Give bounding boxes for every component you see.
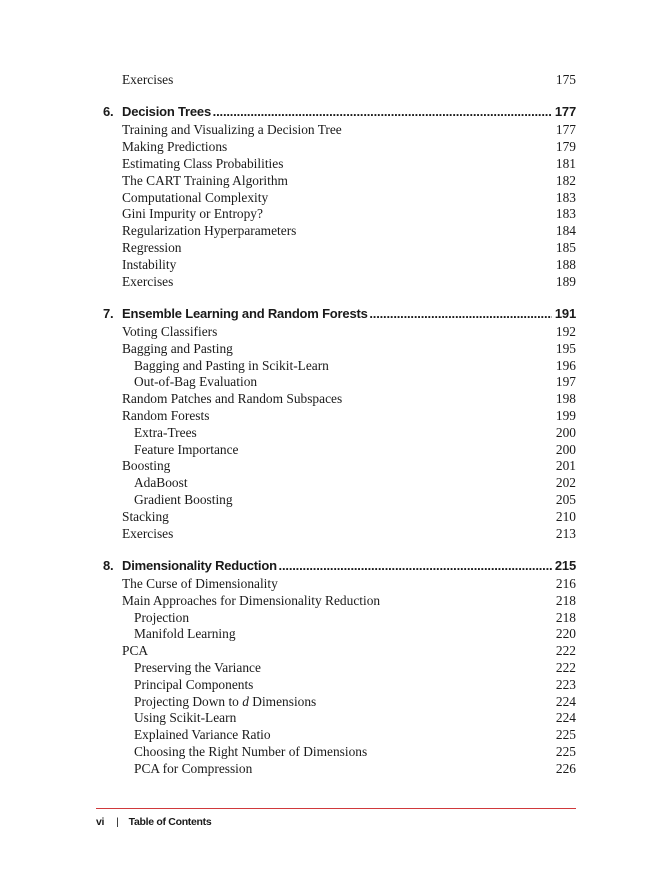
toc-entry-page: 201 bbox=[555, 458, 576, 473]
toc-entry[interactable] bbox=[0, 155, 672, 172]
toc-entry[interactable] bbox=[0, 340, 672, 357]
toc-entry-exercises-ch5[interactable] bbox=[0, 71, 672, 88]
toc-entry-page: 200 bbox=[555, 442, 576, 457]
toc-entry-page: 216 bbox=[555, 576, 576, 591]
toc-entry-page: 175 bbox=[555, 72, 576, 87]
chapter-6-heading[interactable] bbox=[0, 103, 672, 121]
toc-entry-title: Voting Classifiers bbox=[122, 324, 218, 339]
toc-entry[interactable] bbox=[0, 138, 672, 155]
toc-entry-title: Bagging and Pasting in Scikit-Learn bbox=[134, 358, 329, 373]
toc-entry[interactable] bbox=[0, 222, 672, 239]
chapter-8-heading[interactable] bbox=[0, 557, 672, 575]
toc-entry-title: Feature Importance bbox=[134, 442, 239, 457]
toc-subentry[interactable] bbox=[0, 693, 672, 710]
toc-subentry[interactable] bbox=[0, 659, 672, 676]
toc-entry-title: Estimating Class Probabilities bbox=[122, 156, 284, 171]
toc-entry-title: The Curse of Dimensionality bbox=[122, 576, 278, 591]
toc-entry[interactable] bbox=[0, 390, 672, 407]
footer-page-number: vi bbox=[96, 816, 105, 828]
toc-entry-title: Gini Impurity or Entropy? bbox=[122, 206, 263, 221]
toc-entry[interactable] bbox=[0, 172, 672, 189]
toc-entry[interactable] bbox=[0, 508, 672, 525]
toc-entry-page: 192 bbox=[555, 324, 576, 339]
toc-entry-page: 195 bbox=[555, 341, 576, 356]
toc-subentry[interactable] bbox=[0, 726, 672, 743]
toc-entry-title: Stacking bbox=[122, 509, 169, 524]
toc-entry-title: Choosing the Right Number of Dimensions bbox=[134, 744, 368, 759]
toc-entry-page: 177 bbox=[555, 122, 576, 137]
toc-entry-page: 199 bbox=[555, 408, 576, 423]
toc-entry-title: Projecting Down to d Dimensions bbox=[134, 694, 317, 709]
page-footer bbox=[96, 815, 211, 829]
toc-entry-page: 200 bbox=[555, 425, 576, 440]
toc-entry-title: Projection bbox=[134, 610, 190, 625]
toc-entry-page: 182 bbox=[555, 173, 576, 188]
toc-subentry[interactable] bbox=[0, 357, 672, 374]
toc-entry-title: Boosting bbox=[122, 458, 171, 473]
toc-entry[interactable] bbox=[0, 407, 672, 424]
chapter-title: Decision Trees . . . bbox=[122, 103, 552, 121]
toc-entry[interactable] bbox=[0, 205, 672, 222]
chapter-page: 177 bbox=[554, 104, 576, 119]
toc-entry-title: Explained Variance Ratio bbox=[134, 727, 271, 742]
toc-entry-page: 185 bbox=[555, 240, 576, 255]
toc-entry-title: Random Forests bbox=[122, 408, 210, 423]
toc-entry-title: Making Predictions bbox=[122, 139, 228, 154]
toc-entry-title: Exercises bbox=[122, 526, 174, 541]
toc-entry-page: 196 bbox=[555, 358, 576, 373]
toc-entry-page: 184 bbox=[555, 223, 576, 238]
toc-entry-page: 188 bbox=[555, 257, 576, 272]
toc-entry-title: Random Patches and Random Subspaces bbox=[122, 391, 343, 406]
toc-entry[interactable] bbox=[0, 121, 672, 138]
footer-section-title: Table of Contents bbox=[128, 816, 212, 828]
toc-entry[interactable] bbox=[0, 575, 672, 592]
toc-entry-title: Regularization Hyperparameters bbox=[122, 223, 297, 238]
toc-entry-title: Using Scikit-Learn bbox=[134, 710, 237, 725]
toc-entry-title: AdaBoost bbox=[134, 475, 188, 490]
toc-entry[interactable] bbox=[0, 592, 672, 609]
chapter-number: 7. bbox=[103, 306, 114, 321]
toc-entry-title: PCA for Compression bbox=[134, 761, 253, 776]
toc-entry-title: Bagging and Pasting bbox=[122, 341, 233, 356]
toc-entry-title: The CART Training Algorithm bbox=[122, 173, 288, 188]
toc-entry-page: 202 bbox=[555, 475, 576, 490]
toc-entry-page: 218 bbox=[555, 610, 576, 625]
footer-divider bbox=[96, 808, 576, 809]
chapter-title: Dimensionality Reduction . . . bbox=[122, 557, 552, 575]
toc-entry-page: 197 bbox=[555, 374, 576, 389]
toc-entry-title: Manifold Learning bbox=[134, 626, 236, 641]
toc-entry-page: 210 bbox=[555, 509, 576, 524]
toc-entry-page: 222 bbox=[555, 643, 576, 658]
toc-entry-title: Instability bbox=[122, 257, 177, 272]
toc-entry-page: 179 bbox=[555, 139, 576, 154]
toc-entry-page: 225 bbox=[555, 727, 576, 742]
toc-entry-page: 225 bbox=[555, 744, 576, 759]
toc-entry[interactable] bbox=[0, 457, 672, 474]
toc-entry[interactable] bbox=[0, 256, 672, 273]
toc-entry-title: Exercises bbox=[122, 72, 174, 87]
toc-entry[interactable] bbox=[0, 323, 672, 340]
toc-entry-title: Gradient Boosting bbox=[134, 492, 233, 507]
toc-subentry[interactable] bbox=[0, 709, 672, 726]
toc-entry-title: Preserving the Variance bbox=[134, 660, 261, 675]
toc-entry[interactable] bbox=[0, 273, 672, 290]
chapter-title: Ensemble Learning and Random Forests . . . bbox=[122, 305, 552, 323]
toc-entry-page: 189 bbox=[555, 274, 576, 289]
toc-entry-title: Exercises bbox=[122, 274, 174, 289]
toc-entry-page: 205 bbox=[555, 492, 576, 507]
chapter-7-heading[interactable] bbox=[0, 305, 672, 323]
toc-entry-title: Main Approaches for Dimensionality Reduction bbox=[122, 593, 381, 608]
toc-entry[interactable] bbox=[0, 525, 672, 542]
toc-entry-page: 224 bbox=[555, 710, 576, 725]
toc-entry-page: 220 bbox=[555, 626, 576, 641]
toc-entry-title: Extra-Trees bbox=[134, 425, 197, 440]
toc-subentry[interactable] bbox=[0, 609, 672, 626]
toc-entry-page: 181 bbox=[555, 156, 576, 171]
toc-entry-page: 213 bbox=[555, 526, 576, 541]
toc-subentry[interactable] bbox=[0, 625, 672, 642]
toc-subentry[interactable] bbox=[0, 760, 672, 777]
chapter-page: 215 bbox=[554, 558, 576, 573]
toc-entry-title: Out-of-Bag Evaluation bbox=[134, 374, 258, 389]
chapter-number: 8. bbox=[103, 558, 114, 573]
toc-entry-page: 224 bbox=[555, 694, 576, 709]
toc-entry-page: 183 bbox=[555, 206, 576, 221]
toc-entry-title: Regression bbox=[122, 240, 182, 255]
toc-subentry[interactable] bbox=[0, 373, 672, 390]
toc-entry-page: 183 bbox=[555, 190, 576, 205]
toc-subentry[interactable] bbox=[0, 676, 672, 693]
toc-entry[interactable] bbox=[0, 239, 672, 256]
chapter-number: 6. bbox=[103, 104, 114, 119]
chapter-page: 191 bbox=[554, 306, 576, 321]
toc-subentry[interactable] bbox=[0, 743, 672, 760]
toc-entry-title: Principal Components bbox=[134, 677, 254, 692]
toc-entry-page: 198 bbox=[555, 391, 576, 406]
toc-entry-page: 226 bbox=[555, 761, 576, 776]
toc-entry[interactable] bbox=[0, 642, 672, 659]
toc-subentry[interactable] bbox=[0, 491, 672, 508]
toc-entry-title: Computational Complexity bbox=[122, 190, 269, 205]
toc-entry-title: Training and Visualizing a Decision Tree bbox=[122, 122, 342, 137]
toc-subentry[interactable] bbox=[0, 441, 672, 458]
toc-entry-page: 218 bbox=[555, 593, 576, 608]
toc-entry-page: 223 bbox=[555, 677, 576, 692]
toc-subentry[interactable] bbox=[0, 424, 672, 441]
footer-separator: | bbox=[116, 816, 119, 828]
toc-entry-page: 222 bbox=[555, 660, 576, 675]
toc-subentry[interactable] bbox=[0, 474, 672, 491]
toc-entry-title: PCA bbox=[122, 643, 149, 658]
toc-entry[interactable] bbox=[0, 189, 672, 206]
